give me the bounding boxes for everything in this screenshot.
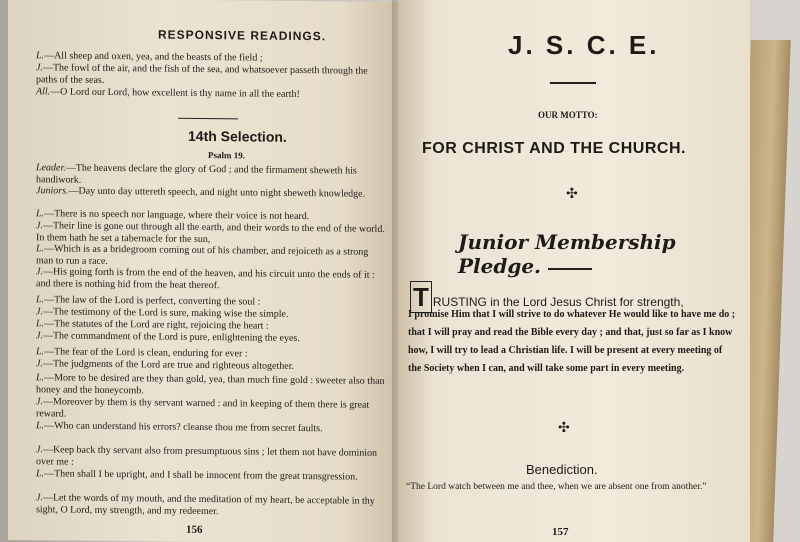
verse: J.—The commandment of the Lord is pure, enlightening the eyes. — [36, 330, 300, 345]
ornament-icon: ✣ — [566, 187, 578, 202]
verse: L.—Then shall I be upright, and I shall be innocent from the great transgression. — [36, 468, 358, 483]
divider — [178, 118, 238, 120]
benediction-text: “The Lord watch between me and thee, when we are absent one from another.” — [406, 482, 707, 492]
verse: J.—The judgments of the Lord are true and righteous altogether. — [36, 358, 294, 372]
verse: Juniors.—Day unto day uttereth speech, and night unto night sheweth knowledge. — [36, 185, 366, 200]
running-head: RESPONSIVE READINGS. — [158, 27, 327, 44]
divider — [548, 268, 592, 270]
verse: J.—Moreover by them is thy servant warned : and in keeping of them there is great reward. — [36, 396, 370, 420]
benediction-title: Benediction. — [526, 462, 598, 477]
verse: L.—All sheep and oxen, yea, and the beasts of the field ; — [36, 50, 263, 64]
verse: L.—More to be desired are they than gold, yea, than much fine gold : sweeter also than honey and the honeycomb. — [36, 372, 385, 396]
right-page — [398, 0, 750, 542]
pledge-opening: T RUSTING in the Lord Jesus Christ for strength, — [410, 282, 684, 313]
divider — [550, 82, 596, 84]
motto: FOR CHRIST AND THE CHURCH. — [422, 140, 686, 157]
selection-title: 14th Selection. — [188, 127, 287, 145]
ornament-icon: ✣ — [558, 421, 570, 436]
drop-cap: T — [410, 281, 432, 313]
verse: J.—Keep back thy servant also from presumptuous sins ; let them not have dominion over me : — [36, 444, 378, 468]
verse: L.—There is no speech nor language, where their voice is not heard. — [36, 208, 310, 223]
verse: L.—The fear of the Lord is clean, enduring for ever : — [36, 346, 248, 360]
verse: L.—The statutes of the Lord are right, rejoicing the heart : — [36, 318, 269, 332]
verse: J.—His going forth is from the end of the heaven, and his circuit unto the ends of it : and there is nothing hid from the heat thereof. — [36, 266, 375, 291]
verse: L.—The law of the Lord is perfect, converting the soul : — [36, 294, 261, 308]
motto-label: OUR MOTTO: — [538, 110, 598, 120]
verse: J.—The fowl of the air, and the fish of the sea, and whatsoever passeth through the paths of the seas. — [36, 62, 368, 86]
page-number: 156 — [186, 523, 203, 536]
verse: J.—Their line is gone out through all the earth, and their words to the end of the world. In them hath he set a tabernacle for the sun, — [36, 220, 385, 245]
pledge-title: Junior Membership Pledge. — [458, 230, 676, 278]
page-title: J. S. C. E. — [508, 30, 660, 60]
left-page — [8, 0, 400, 542]
page-number: 157 — [552, 526, 569, 538]
verse: J.—The testimony of the Lord is sure, making wise the simple. — [36, 306, 289, 320]
pledge-body: I promise Him that I will strive to do whatever He would like to have me do ; that I will pray and read the Bible every day ; and that, just so far as I know how, I will try to lead a Christian life. I will be present at every meeting of the Society when I can, and will take some part in every meeting. — [408, 309, 736, 374]
verse: Leader.—The heavens declare the glory of God ; and the firmament sheweth his handiwork. — [36, 162, 357, 186]
verse: L.—Which is as a bridegroom coming out of his chamber, and rejoiceth as a strong man to run a race. — [36, 243, 369, 267]
verse: L.—Who can understand his errors? cleanse thou me from secret faults. — [36, 420, 323, 435]
psalm-label: Psalm 19. — [208, 150, 245, 161]
verse: All.—O Lord our Lord, how excellent is thy name in all the earth! — [36, 86, 300, 101]
verse: J.—Let the words of my mouth, and the meditation of my heart, be acceptable in thy sight, O Lord, my strength, and my redeemer. — [36, 492, 375, 517]
